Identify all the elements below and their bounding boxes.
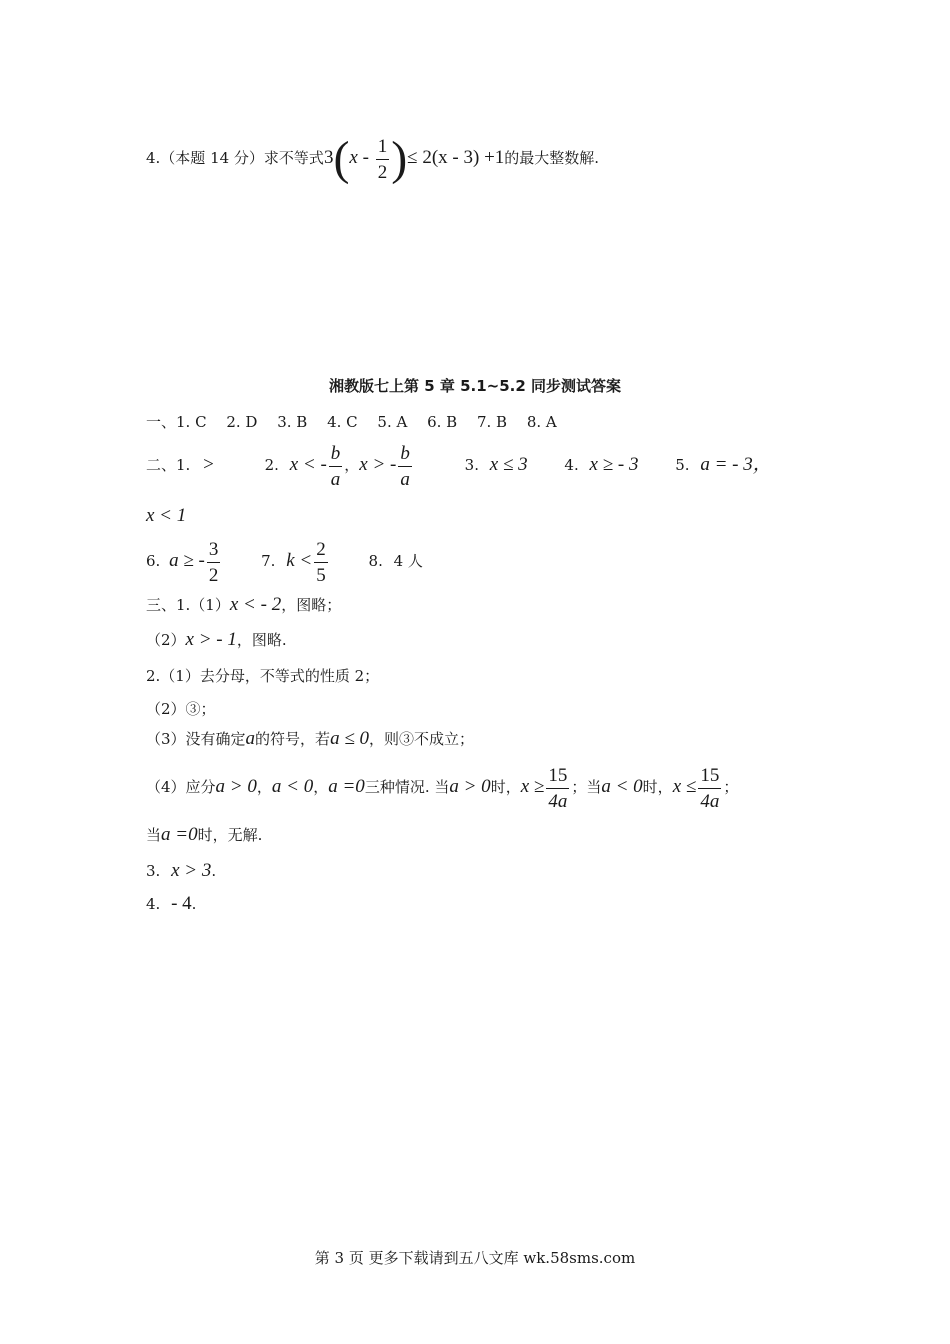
page-footer: 第 3 页 更多下载请到五八文库 wk.58sms.com (314, 1249, 636, 1267)
frac-den: 4a (548, 790, 568, 812)
problem-4-suffix: 的最大整数解. (504, 149, 600, 167)
q2-3-text-b: 的符号，若 (255, 730, 331, 748)
var-x: x (349, 147, 358, 168)
answer-3-4: - 4 (171, 893, 192, 914)
fraction-half (376, 137, 390, 182)
section-3-q4 (146, 893, 196, 915)
q2-3-math: a ≤ 0 (330, 728, 369, 749)
fraction-15-4a-2 (698, 766, 721, 811)
answer-2-5-label: 5. (675, 456, 690, 474)
q2-3-var: a (245, 728, 256, 749)
answer-2-2-label: 2. (264, 456, 279, 474)
section-3-q1b (146, 629, 287, 651)
section-3-q2-1: 2.（1）去分母，不等式的性质 2； (146, 667, 380, 685)
frac-den: a (330, 468, 341, 490)
problem-4 (146, 128, 599, 188)
frac-num: 15 (546, 766, 569, 789)
answer-3-1-1: x < - 2 (229, 594, 282, 615)
answer-2-6: a ≥ - (169, 550, 205, 571)
answer-3-1-2-tail: ，图略. (236, 631, 287, 649)
frac-den: 5 (316, 564, 326, 586)
frac-num: 2 (314, 540, 328, 563)
coef: 3 (323, 147, 334, 168)
minus: - (357, 147, 374, 168)
frac-num: b (329, 444, 343, 467)
answer-3-4-label: 4. (146, 895, 161, 913)
q2-4-m5: x ≥ (520, 776, 545, 797)
period: . (191, 895, 197, 913)
q2-5-text-b: 时，无解. (197, 826, 263, 844)
answer-3-1-2-label: （2） (146, 631, 186, 649)
answer-2-8-label: 8. (368, 552, 383, 570)
answer-2-4: x ≥ - 3 (589, 454, 639, 475)
q2-5-text-a: 当 (146, 826, 162, 844)
section-2-line-1 (146, 440, 772, 490)
q2-5-math: a =0 (161, 824, 198, 845)
left-paren: ( (333, 132, 350, 185)
q2-4-text-d: ；当 (571, 778, 602, 796)
section-3-label: 三、1.（1） (146, 596, 230, 614)
right-paren: ) (391, 132, 408, 185)
answer-2-7: k < (286, 550, 313, 571)
q2-4-text-b: 三种情况. 当 (364, 778, 450, 796)
section-3-q2-5 (146, 824, 262, 846)
rhs: ≤ 2(x - 3) +1 (407, 147, 505, 168)
answer-2-3: x ≤ 3 (489, 454, 528, 475)
section-3-q1 (146, 594, 341, 616)
fraction-3-2 (207, 540, 221, 585)
frac-den: a (400, 468, 410, 490)
answer-2-4-label: 4. (564, 456, 579, 474)
section-2-line-3 (146, 536, 423, 586)
answer-2-1: > (203, 454, 214, 475)
answer-2-2-part2: x > - (359, 454, 397, 475)
q2-4-m1: a > 0 (215, 776, 257, 797)
answer-3-3: x > 3 (171, 860, 212, 881)
separator: ， (256, 778, 272, 796)
answer-title: 湘教版七上第 5 章 5.1~5.2 同步测试答案 (328, 377, 622, 395)
q2-4-text-e: 时， (642, 778, 673, 796)
frac-num: 3 (207, 540, 221, 563)
frac-den: 2 (377, 161, 388, 183)
q2-4-text-a: （4）应分 (146, 778, 216, 796)
q2-4-text-f: ； (723, 778, 739, 796)
section-3-q2-4 (146, 762, 738, 812)
answer-2-6-label: 6. (146, 552, 161, 570)
fraction-15-4a-1 (546, 766, 569, 811)
answer-2-7-label: 7. (261, 552, 276, 570)
section-1: 一、1. C 2. D 3. B 4. C 5. A 6. B 7. B 8. A (146, 413, 557, 431)
problem-4-prefix: 4.（本题 14 分）求不等式 (146, 149, 324, 167)
answer-3-1-2: x > - 1 (185, 629, 237, 650)
section-2-label: 二、1. (146, 456, 191, 474)
answer-2-5: a = - 3， (700, 454, 772, 475)
frac-num: 1 (376, 137, 390, 160)
separator: ， (344, 456, 360, 474)
q2-4-m3: a =0 (328, 776, 365, 797)
period: . (211, 862, 217, 880)
q2-4-m2: a < 0 (271, 776, 314, 797)
answer-2-2-part1: x < - (289, 454, 327, 475)
frac-num: b (398, 444, 412, 467)
section-3-q3 (146, 860, 216, 882)
q2-4-m7: x ≤ (672, 776, 697, 797)
section-3-q2-2: （2）③； (146, 700, 216, 718)
separator: ， (313, 778, 329, 796)
frac-den: 4a (700, 790, 720, 812)
section-3-q2-3 (146, 728, 474, 750)
q2-4-text-c: 时， (490, 778, 521, 796)
fraction-2-5 (314, 540, 328, 585)
q2-4-m6: a < 0 (601, 776, 643, 797)
q2-4-m4: a > 0 (449, 776, 491, 797)
answer-3-1-1-tail: ，图略； (281, 596, 342, 614)
answer-2-8: 4 人 (393, 552, 423, 570)
answer-2-3-label: 3. (464, 456, 479, 474)
answer-2-5-cont: x < 1 (146, 505, 187, 526)
answer-3-3-label: 3. (146, 862, 161, 880)
frac-den: 2 (208, 564, 219, 586)
q2-3-text-a: （3）没有确定 (146, 730, 246, 748)
frac-num: 15 (698, 766, 721, 789)
fraction-b-a-1 (329, 444, 343, 489)
fraction-b-a-2 (398, 444, 412, 489)
q2-3-text-c: ，则③不成立； (369, 730, 475, 748)
